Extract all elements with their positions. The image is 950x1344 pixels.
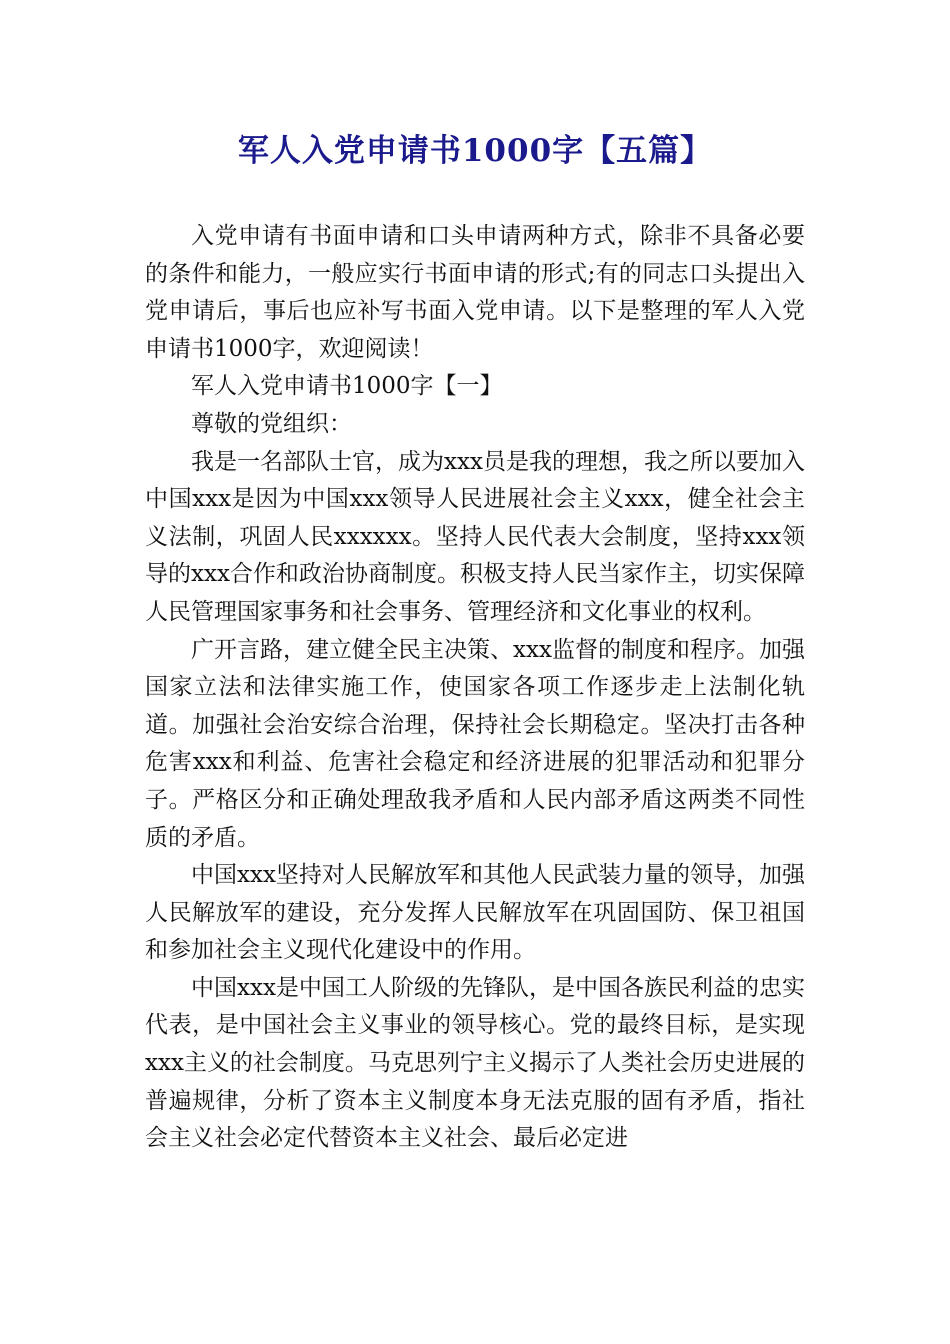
salutation: 尊敬的党组织： bbox=[191, 410, 352, 437]
body-paragraph: 我是一名部队士官，成为xxx员是我的理想，我之所以要加入中国xxx是因为中国xxx领导人民进展社会主义xxx，健全社会主义法制，巩固人民xxxxxx。坚持人民代表大会制度，坚持xxx领导的xxx合作和政治协商制度。积极支持人民当家作主，切实保障人民管理国家事务和社会事务、管理经济和文化事业的权利。 bbox=[145, 448, 805, 625]
intro-paragraph: 入党申请有书面申请和口头申请两种方式，除非不具备必要的条件和能力，一般应实行书面申请的形式;有的同志口头提出入党申请后，事后也应补写书面入党申请。以下是整理的军人入党申请书1000字，欢迎阅读！ bbox=[145, 223, 805, 362]
body-paragraph: 中国xxx坚持对人民解放军和其他人民武装力量的领导，加强人民解放军的建设，充分发挥人民解放军在巩固国防、保卫祖国和参加社会主义现代化建设中的作用。 bbox=[145, 862, 805, 964]
body-paragraph: 广开言路，建立健全民主决策、xxx监督的制度和程序。加强国家立法和法律实施工作，使国家各项工作逐步走上法制化轨道。加强社会治安综合治理，保持社会长期稳定。坚决打击各种危害xxx和利益、危害社会稳定和经济进展的犯罪活动和犯罪分子。严格区分和正确处理敌我矛盾和人民内部矛盾这两类不同性质的矛盾。 bbox=[145, 636, 805, 851]
document-body bbox=[145, 218, 805, 1158]
section-heading: 军人入党申请书1000字【一】 bbox=[191, 373, 503, 400]
document-title: 军人入党申请书1000字【五篇】 bbox=[237, 133, 713, 169]
body-paragraph: 中国xxx是中国工人阶级的先锋队，是中国各族民利益的忠实代表，是中国社会主义事业的领导核心。党的最终目标，是实现xxx主义的社会制度。马克思列宁主义揭示了人类社会历史进展的普遍规律，分析了资本主义制度本身无法克服的固有矛盾，指社会主义社会必定代替资本主义社会、最后必定进 bbox=[145, 974, 805, 1152]
